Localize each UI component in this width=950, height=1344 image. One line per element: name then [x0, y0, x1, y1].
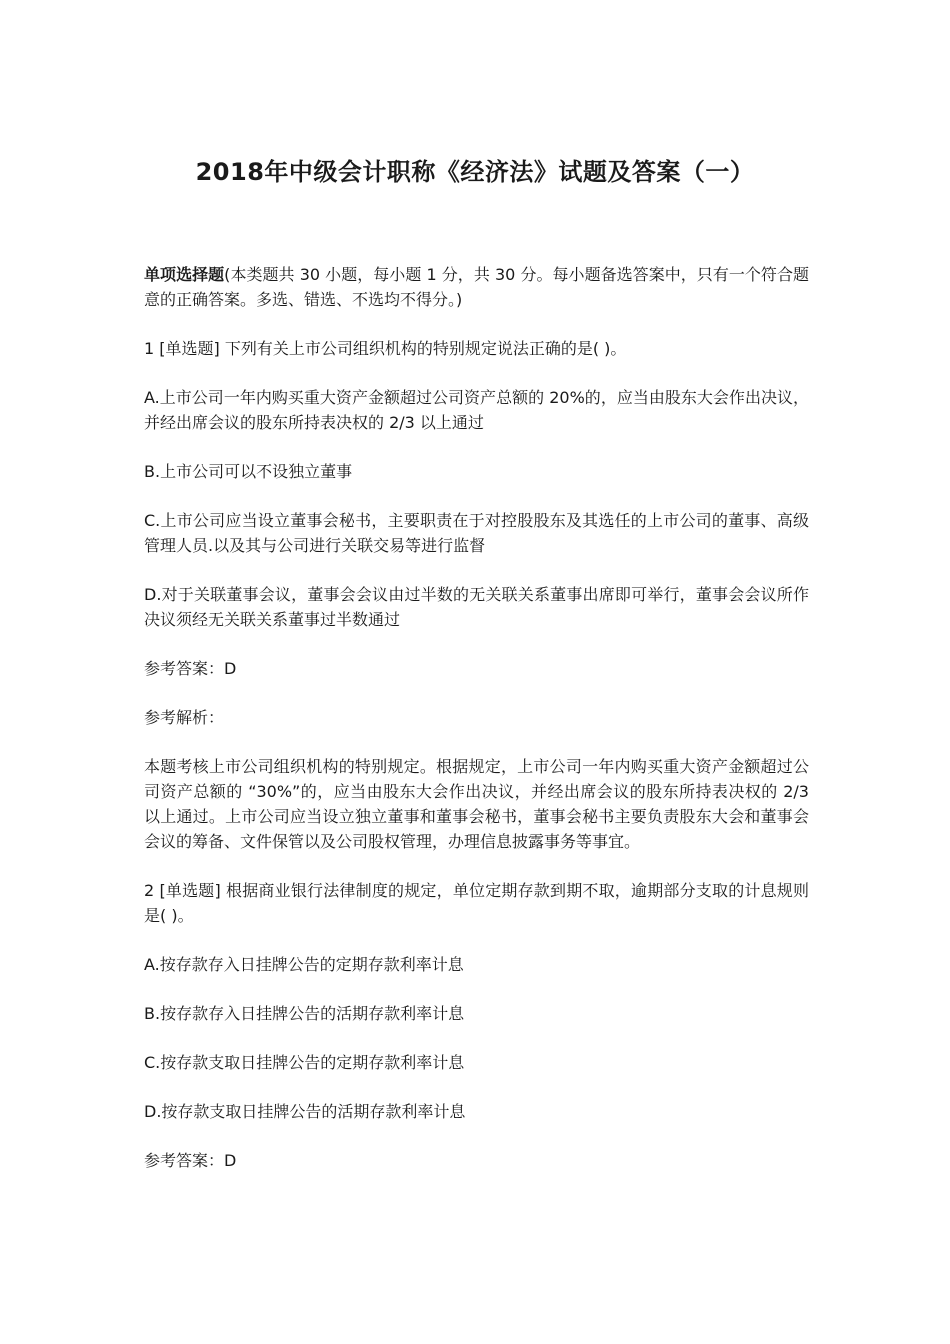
- section-note: (本类题共 30 小题，每小题 1 分，共 30 分。每小题备选答案中，只有一个符合题意的正确答案。多选、错选、不选均不得分。): [144, 265, 809, 309]
- option-a: A.按存款存入日挂牌公告的定期存款利率计息: [144, 955, 464, 974]
- option-b: B.上市公司可以不设独立董事: [144, 462, 353, 481]
- section-intro: [144, 262, 809, 312]
- analysis-label: 参考解析：: [144, 708, 225, 727]
- option-a: A.上市公司一年内购买重大资产金额超过公司资产总额的 20%的，应当由股东大会作出决议，并经出席会议的股东所持表决权的 2/3 以上通过: [144, 388, 809, 432]
- section-heading: 单项选择题: [144, 265, 225, 284]
- option-d: D.对于关联董事会议，董事会会议由过半数的无关联关系董事出席即可举行，董事会会议所作决议须经无关联关系董事过半数通过: [144, 585, 809, 629]
- document-body: [144, 262, 809, 1197]
- document-title: 2018年中级会计职称《经济法》试题及答案（一）: [195, 158, 755, 186]
- option-d: D.按存款支取日挂牌公告的活期存款利率计息: [144, 1102, 466, 1121]
- option-c: C.按存款支取日挂牌公告的定期存款利率计息: [144, 1053, 465, 1072]
- reference-answer: 参考答案：D: [144, 659, 237, 678]
- reference-answer: 参考答案：D: [144, 1151, 237, 1170]
- option-b: B.按存款存入日挂牌公告的活期存款利率计息: [144, 1004, 465, 1023]
- option-c: C.上市公司应当设立董事会秘书，主要职责在于对控股股东及其选任的上市公司的董事、高级管理人员.以及其与公司进行关联交易等进行监督: [144, 511, 809, 555]
- question-stem: 1 [单选题] 下列有关上市公司组织机构的特别规定说法正确的是( )。: [144, 339, 627, 358]
- question-stem: 2 [单选题] 根据商业银行法律制度的规定，单位定期存款到期不取，逾期部分支取的计息规则是( )。: [144, 881, 809, 925]
- analysis-text: 本题考核上市公司组织机构的特别规定。根据规定，上市公司一年内购买重大资产金额超过公司资产总额的 “30%”的，应当由股东大会作出决议，并经出席会议的股东所持表决权的 2/3 以上通过。上市公司应当设立独立董事和董事会秘书，董事会秘书主要负责股东大会和董事会会议的筹备、文件保管以及公司股权管理，办理信息披露事务等事宜。: [144, 757, 809, 851]
